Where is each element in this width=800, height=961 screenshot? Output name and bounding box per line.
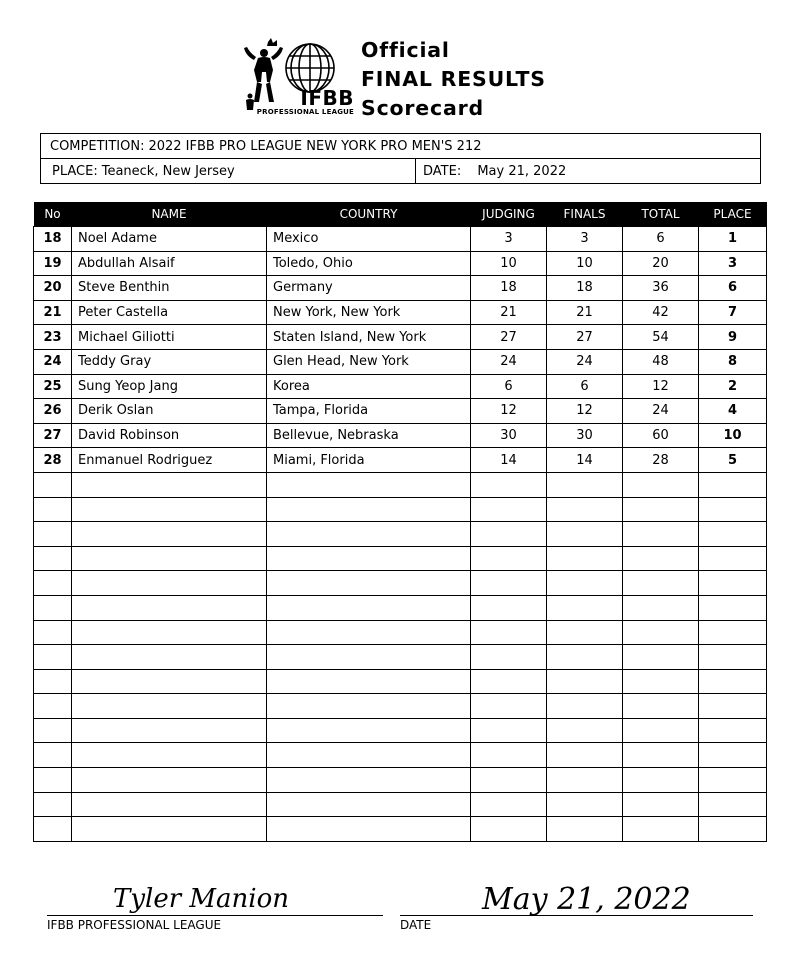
cell-no: 19 <box>34 251 72 276</box>
cell-judging-empty <box>471 497 547 522</box>
cell-place-empty <box>699 792 767 817</box>
cell-country: Germany <box>267 276 471 301</box>
empty-table-row <box>34 522 767 547</box>
cell-no: 24 <box>34 349 72 374</box>
cell-finals-empty <box>547 620 623 645</box>
cell-place-empty <box>699 546 767 571</box>
cell-judging-empty <box>471 768 547 793</box>
cell-finals: 6 <box>547 374 623 399</box>
cell-no-empty <box>34 694 72 719</box>
cell-place-empty <box>699 522 767 547</box>
cell-judging-empty <box>471 792 547 817</box>
logo-wordmark <box>242 88 354 117</box>
cell-total-empty <box>623 645 699 670</box>
cell-judging-empty <box>471 472 547 497</box>
cell-country-empty <box>267 522 471 547</box>
cell-country-empty <box>267 571 471 596</box>
cell-place-empty <box>699 768 767 793</box>
column-header-judging: JUDGING <box>471 202 547 227</box>
cell-total-empty <box>623 571 699 596</box>
place-value: Teaneck, New Jersey <box>101 163 235 179</box>
empty-table-row <box>34 768 767 793</box>
cell-country: Glen Head, New York <box>267 349 471 374</box>
cell-name-empty <box>72 768 267 793</box>
cell-no-empty <box>34 546 72 571</box>
cell-name-empty <box>72 472 267 497</box>
cell-finals: 14 <box>547 448 623 473</box>
cell-finals: 30 <box>547 423 623 448</box>
empty-table-row <box>34 620 767 645</box>
table-row <box>34 251 767 276</box>
place-date-row <box>41 158 760 183</box>
cell-total-empty <box>623 718 699 743</box>
cell-judging: 12 <box>471 399 547 424</box>
cell-place: 5 <box>699 448 767 473</box>
cell-judging-empty <box>471 645 547 670</box>
cell-name-empty <box>72 571 267 596</box>
cell-total: 36 <box>623 276 699 301</box>
cell-name-empty <box>72 522 267 547</box>
cell-finals-empty <box>547 718 623 743</box>
competition-label: COMPETITION: <box>50 138 145 154</box>
cell-place-empty <box>699 669 767 694</box>
cell-country-empty <box>267 817 471 842</box>
cell-name-empty <box>72 546 267 571</box>
table-row <box>34 374 767 399</box>
cell-total: 42 <box>623 300 699 325</box>
column-header-total: TOTAL <box>623 202 699 227</box>
cell-place: 3 <box>699 251 767 276</box>
cell-total-empty <box>623 546 699 571</box>
cell-finals-empty <box>547 694 623 719</box>
cell-total-empty <box>623 669 699 694</box>
cell-finals-empty <box>547 817 623 842</box>
cell-judging-empty <box>471 595 547 620</box>
cell-finals: 18 <box>547 276 623 301</box>
cell-total-empty <box>623 472 699 497</box>
results-table <box>33 202 767 842</box>
cell-place: 7 <box>699 300 767 325</box>
cell-name-empty <box>72 497 267 522</box>
logo-main: IFBB <box>300 86 354 110</box>
cell-place-empty <box>699 497 767 522</box>
cell-total: 48 <box>623 349 699 374</box>
cell-no: 27 <box>34 423 72 448</box>
cell-place-empty <box>699 718 767 743</box>
empty-table-row <box>34 546 767 571</box>
table-row <box>34 276 767 301</box>
cell-place-empty <box>699 645 767 670</box>
cell-place: 4 <box>699 399 767 424</box>
cell-finals-empty <box>547 792 623 817</box>
cell-finals-empty <box>547 645 623 670</box>
cell-judging: 14 <box>471 448 547 473</box>
handwritten-date: May 21, 2022 <box>482 882 691 917</box>
cell-judging: 6 <box>471 374 547 399</box>
empty-table-row <box>34 718 767 743</box>
cell-finals-empty <box>547 522 623 547</box>
cell-place: 2 <box>699 374 767 399</box>
table-row <box>34 349 767 374</box>
cell-no-empty <box>34 669 72 694</box>
cell-total: 24 <box>623 399 699 424</box>
event-info-box <box>40 133 761 184</box>
table-header-row <box>34 202 767 227</box>
cell-name-empty <box>72 718 267 743</box>
page-title <box>361 36 546 123</box>
table-row <box>34 399 767 424</box>
cell-country-empty <box>267 669 471 694</box>
cell-judging-empty <box>471 620 547 645</box>
empty-table-row <box>34 792 767 817</box>
cell-country: Tampa, Florida <box>267 399 471 424</box>
cell-country: New York, New York <box>267 300 471 325</box>
cell-no-empty <box>34 595 72 620</box>
cell-name-empty <box>72 595 267 620</box>
column-header-country: COUNTRY <box>267 202 471 227</box>
cell-place: 10 <box>699 423 767 448</box>
title-line-3: Scorecard <box>361 96 484 120</box>
empty-table-row <box>34 595 767 620</box>
date-signature-block <box>400 882 753 938</box>
cell-finals-empty <box>547 595 623 620</box>
column-header-place: PLACE <box>699 202 767 227</box>
cell-finals: 3 <box>547 227 623 252</box>
cell-judging-empty <box>471 669 547 694</box>
cell-judging: 3 <box>471 227 547 252</box>
cell-no-empty <box>34 472 72 497</box>
empty-table-row <box>34 669 767 694</box>
column-header-finals: FINALS <box>547 202 623 227</box>
cell-no-empty <box>34 743 72 768</box>
cell-name: Sung Yeop Jang <box>72 374 267 399</box>
empty-table-row <box>34 472 767 497</box>
column-header-name: NAME <box>72 202 267 227</box>
empty-table-row <box>34 817 767 842</box>
cell-place-empty <box>699 472 767 497</box>
table-row <box>34 448 767 473</box>
cell-country-empty <box>267 792 471 817</box>
cell-judging-empty <box>471 743 547 768</box>
cell-country-empty <box>267 645 471 670</box>
cell-name: Michael Giliotti <box>72 325 267 350</box>
header <box>240 36 570 120</box>
cell-country: Miami, Florida <box>267 448 471 473</box>
cell-place-empty <box>699 817 767 842</box>
cell-no-empty <box>34 768 72 793</box>
cell-total-empty <box>623 768 699 793</box>
cell-place: 8 <box>699 349 767 374</box>
cell-judging: 18 <box>471 276 547 301</box>
official-signature-label: IFBB PROFESSIONAL LEAGUE <box>47 918 222 932</box>
table-row <box>34 423 767 448</box>
cell-total-empty <box>623 497 699 522</box>
empty-table-row <box>34 497 767 522</box>
cell-no: 26 <box>34 399 72 424</box>
cell-finals-empty <box>547 571 623 596</box>
place-cell <box>41 159 416 183</box>
competition-value: 2022 IFBB PRO LEAGUE NEW YORK PRO MEN'S 212 <box>148 138 482 154</box>
cell-judging: 24 <box>471 349 547 374</box>
cell-no-empty <box>34 792 72 817</box>
cell-name-empty <box>72 669 267 694</box>
cell-name: Noel Adame <box>72 227 267 252</box>
cell-place-empty <box>699 595 767 620</box>
cell-finals: 24 <box>547 349 623 374</box>
cell-judging: 27 <box>471 325 547 350</box>
cell-finals: 27 <box>547 325 623 350</box>
cell-judging: 21 <box>471 300 547 325</box>
cell-finals-empty <box>547 546 623 571</box>
cell-total-empty <box>623 694 699 719</box>
logo-sub: PROFESSIONAL LEAGUE <box>256 108 354 116</box>
cell-name: Derik Oslan <box>72 399 267 424</box>
official-signature-line <box>47 915 383 916</box>
cell-country: Mexico <box>267 227 471 252</box>
cell-finals: 21 <box>547 300 623 325</box>
cell-total: 12 <box>623 374 699 399</box>
cell-finals: 10 <box>547 251 623 276</box>
cell-total-empty <box>623 817 699 842</box>
cell-place-empty <box>699 743 767 768</box>
cell-finals: 12 <box>547 399 623 424</box>
empty-table-row <box>34 645 767 670</box>
cell-place-empty <box>699 694 767 719</box>
cell-judging-empty <box>471 522 547 547</box>
cell-judging-empty <box>471 718 547 743</box>
cell-place: 9 <box>699 325 767 350</box>
cell-no: 21 <box>34 300 72 325</box>
cell-place: 1 <box>699 227 767 252</box>
cell-total-empty <box>623 522 699 547</box>
results-body <box>34 227 767 842</box>
cell-name: Steve Benthin <box>72 276 267 301</box>
cell-name: David Robinson <box>72 423 267 448</box>
official-signature: Tyler Manion <box>113 884 290 914</box>
official-signature-block <box>47 884 383 938</box>
cell-judging-empty <box>471 571 547 596</box>
cell-no-empty <box>34 620 72 645</box>
cell-place-empty <box>699 620 767 645</box>
table-row <box>34 227 767 252</box>
cell-finals-empty <box>547 497 623 522</box>
cell-no-empty <box>34 497 72 522</box>
cell-total: 28 <box>623 448 699 473</box>
empty-table-row <box>34 571 767 596</box>
cell-country-empty <box>267 472 471 497</box>
title-line-2: FINAL RESULTS <box>361 67 546 91</box>
date-cell <box>416 164 566 179</box>
cell-country: Toledo, Ohio <box>267 251 471 276</box>
cell-country-empty <box>267 743 471 768</box>
cell-no: 20 <box>34 276 72 301</box>
cell-name: Peter Castella <box>72 300 267 325</box>
cell-total: 54 <box>623 325 699 350</box>
cell-finals-empty <box>547 472 623 497</box>
cell-finals-empty <box>547 743 623 768</box>
date-label: DATE: <box>423 163 462 179</box>
cell-name: Abdullah Alsaif <box>72 251 267 276</box>
cell-country-empty <box>267 718 471 743</box>
place-label: PLACE: <box>52 163 98 179</box>
cell-country-empty <box>267 497 471 522</box>
cell-total-empty <box>623 620 699 645</box>
cell-total-empty <box>623 595 699 620</box>
cell-name: Teddy Gray <box>72 349 267 374</box>
cell-no-empty <box>34 817 72 842</box>
cell-country-empty <box>267 595 471 620</box>
cell-total-empty <box>623 743 699 768</box>
cell-no-empty <box>34 645 72 670</box>
title-line-1: Official <box>361 38 450 62</box>
cell-no: 23 <box>34 325 72 350</box>
date-value: May 21, 2022 <box>477 163 567 179</box>
cell-total: 60 <box>623 423 699 448</box>
cell-no: 18 <box>34 227 72 252</box>
cell-no-empty <box>34 522 72 547</box>
cell-no-empty <box>34 718 72 743</box>
table-row <box>34 325 767 350</box>
cell-total: 6 <box>623 227 699 252</box>
cell-country: Korea <box>267 374 471 399</box>
cell-no: 25 <box>34 374 72 399</box>
cell-country-empty <box>267 620 471 645</box>
cell-total: 20 <box>623 251 699 276</box>
cell-finals-empty <box>547 669 623 694</box>
cell-total-empty <box>623 792 699 817</box>
cell-judging: 30 <box>471 423 547 448</box>
date-signature-label: DATE <box>400 918 432 932</box>
cell-name-empty <box>72 645 267 670</box>
cell-name-empty <box>72 817 267 842</box>
empty-table-row <box>34 694 767 719</box>
cell-finals-empty <box>547 768 623 793</box>
cell-judging-empty <box>471 694 547 719</box>
cell-place: 6 <box>699 276 767 301</box>
cell-name: Enmanuel Rodriguez <box>72 448 267 473</box>
cell-name-empty <box>72 694 267 719</box>
cell-name-empty <box>72 620 267 645</box>
competition-row <box>41 134 760 158</box>
cell-country-empty <box>267 694 471 719</box>
cell-name-empty <box>72 792 267 817</box>
cell-name-empty <box>72 743 267 768</box>
column-header-no: No <box>34 202 72 227</box>
cell-country: Staten Island, New York <box>267 325 471 350</box>
cell-country: Bellevue, Nebraska <box>267 423 471 448</box>
cell-judging: 10 <box>471 251 547 276</box>
cell-place-empty <box>699 571 767 596</box>
cell-country-empty <box>267 768 471 793</box>
table-row <box>34 300 767 325</box>
cell-judging-empty <box>471 546 547 571</box>
cell-country-empty <box>267 546 471 571</box>
empty-table-row <box>34 743 767 768</box>
cell-no-empty <box>34 571 72 596</box>
cell-no: 28 <box>34 448 72 473</box>
cell-judging-empty <box>471 817 547 842</box>
